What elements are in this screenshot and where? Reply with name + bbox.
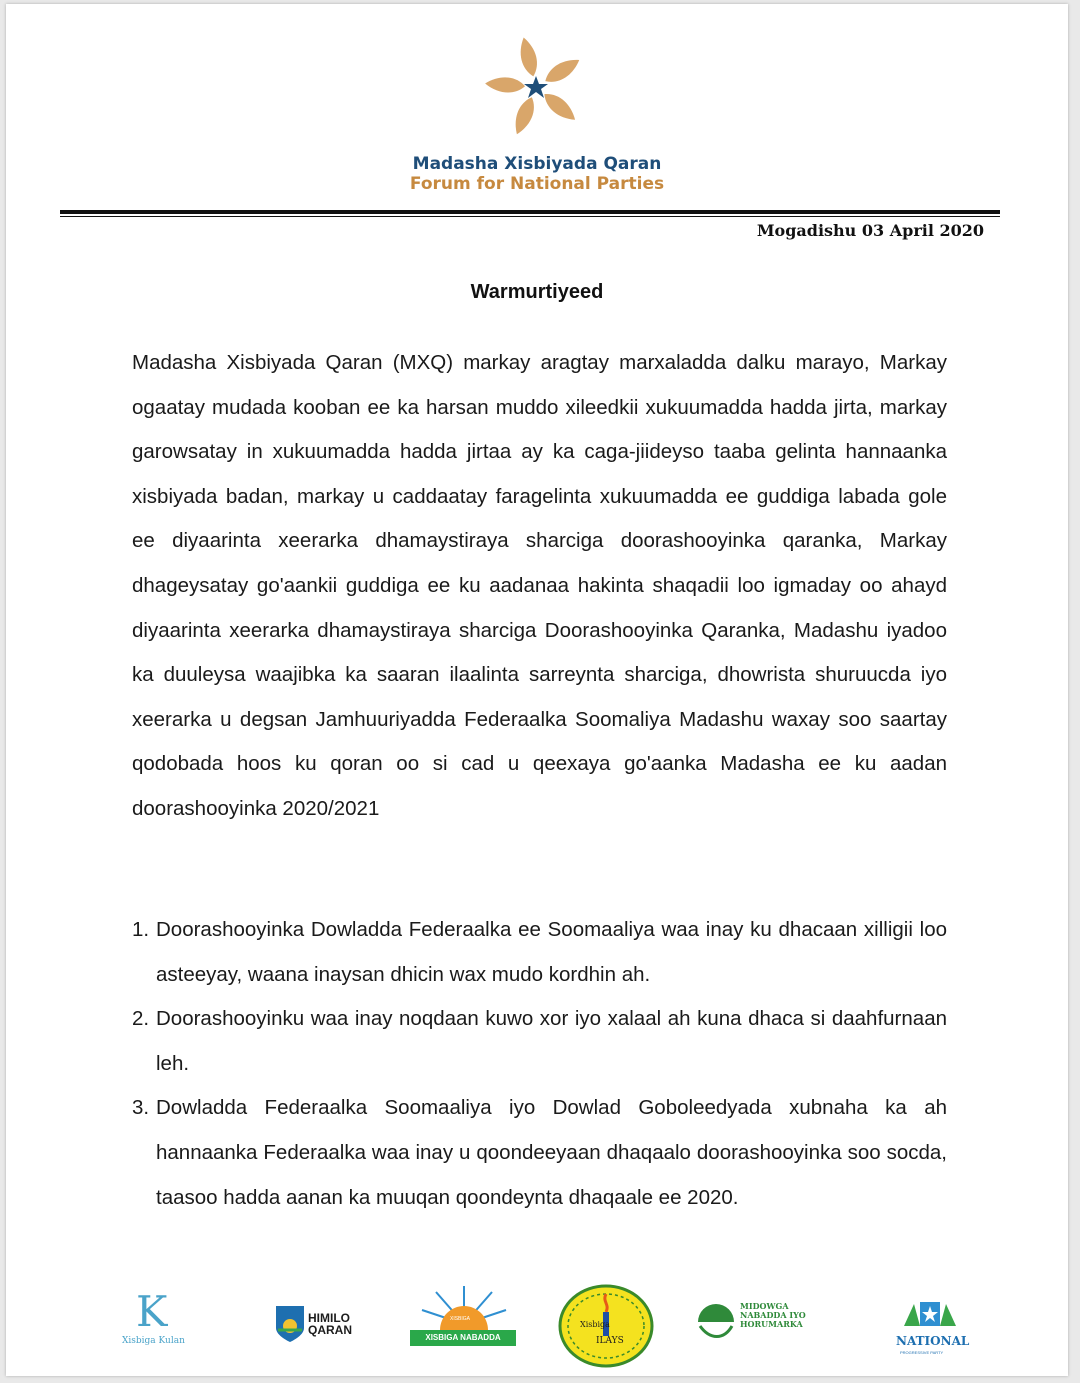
list-item: 2. Doorashooyinku waa inay noqdaan kuwo xor iyo xalaal ah kuna dhaca si daahfurnaan leh. xyxy=(132,1007,947,1075)
list-item: 3. Dowladda Federaalka Soomaaliya iyo Dowlad Goboleedyada xubnaha ka ah hannaanka Federaalka waa inay u qoondeeyaan dhaqaalo doorashooyinka soo socda, taasoo hadda aanan ka muuqan qoondeynta dhaqaale ee 2020. xyxy=(132,1096,947,1209)
xisbiga-nabadda-logo: XISBIGA XISBIGA NABADDA xyxy=(410,1284,516,1350)
document-page xyxy=(6,4,1068,1376)
list-item: 1. Doorashooyinka Dowladda Federaalka ee Soomaaliya waa inay ku dhacaan xilligii loo asteeyay, waana inaysan dhicin wax mudo kordhin ah. xyxy=(132,918,947,986)
midowga-globe-icon xyxy=(696,1302,736,1342)
footer-party-logos xyxy=(6,1284,1068,1374)
sun-rays-icon xyxy=(418,1284,510,1330)
national-progressive-party-logo: NATIONAL PROGRESSIVE PARTY xyxy=(892,1298,968,1358)
star-flower-logo-icon xyxy=(476,32,596,142)
header-rule-thick xyxy=(60,210,1000,214)
org-name-english: Forum for National Parties xyxy=(409,174,665,194)
document-title: Warmurtiyeed xyxy=(470,281,604,303)
header-rule-thin xyxy=(60,216,1000,217)
national-crest-icon xyxy=(898,1298,962,1334)
midowga-nabadda-logo: MIDOWGA NABADDA IYO HORUMARKA xyxy=(696,1302,826,1350)
date-line: Mogadishu 03 April 2020 xyxy=(756,221,984,240)
body-paragraph: Madasha Xisbiyada Qaran (MXQ) markay aragtay marxaladda dalku marayo, Markay ogaatay mudada kooban ee ka harsan muddo xileedkii xukuumadda hadda jirta, markay garowsatay in xukuumadda hadda jirtaa ay ka caga-jiideyso taaba gelinta hannaanka xisbiyada badan, markay u caddaatay faragelinta xukuumadda ee guddiga labada gole ee diyaarinta xeerarka dhamaystiraya sharciga doorashooyinka qaranka, Markay dhageysatay go'aankii guddiga ee ku aadanaa hakinta shaqadii loo igmaday oo ahayd diyaarinta xeerarka dhamaystiraya sharciga Doorashooyinka Qaranka, Madashu iyadoo ka duuleysa waajibka ka saaran ilaalinta sarreynta sharciga, dhowrista shuruucda iyo xeerarka u degsan Jamhuuriyadda Federaalka Soomaliya Madashu waxay soo saartay qodobada hoos ku qoran oo si cad u qeexaya go'aanka Madasha ee ku aadan doorashooyinka 2020/2021 xyxy=(132,351,947,820)
himilo-shield-icon xyxy=(274,1304,306,1344)
org-name-somali: Madasha Xisbiyada Qaran xyxy=(412,154,662,174)
points-list xyxy=(132,908,947,1220)
kulan-logo: K Xisbiga Kulan xyxy=(122,1287,185,1346)
himilo-qaran-logo: HIMILO QARAN xyxy=(274,1304,374,1348)
xisbiga-ilays-logo: Xisbiga ILAYS xyxy=(558,1284,654,1368)
